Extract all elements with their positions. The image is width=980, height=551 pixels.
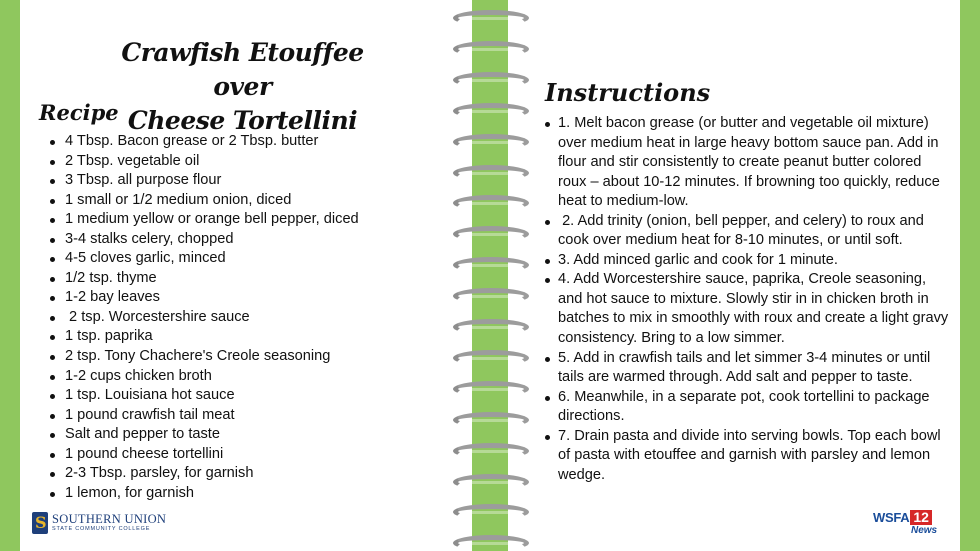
spiral-binding-ring-icon bbox=[453, 412, 529, 428]
recipe-title-line-1: Crawfish Etouffee over bbox=[121, 38, 364, 101]
wsfa-news-label: News bbox=[911, 525, 938, 536]
spiral-binding-ring-icon bbox=[453, 103, 529, 119]
wsfa-letters: WSFA bbox=[873, 510, 910, 525]
spiral-binding-ring-icon bbox=[453, 41, 529, 57]
ingredient-item: 2-3 Tbsp. parsley, for garnish bbox=[48, 464, 458, 484]
instruction-step: 4. Add Worcestershire sauce, paprika, Creole seasoning, and hot sauce to mixture. Slowly stir in in chicken broth in batches to mix in smoothly with roux and create a light gravy consistency. Bring to a low simmer. bbox=[543, 270, 953, 348]
instruction-step: 1. Melt bacon grease (or butter and vegetable oil mixture) over medium heat in large heavy bottom sauce pan. Add in flour and stir consistently to create peanut butter colored roux – about 10-12 minutes. If browning too quickly, reduce heat to medium-low. bbox=[543, 114, 953, 212]
spiral-binding-ring-icon bbox=[453, 443, 529, 459]
instruction-step: 7. Drain pasta and divide into serving bowls. Top each bowl of pasta with etouffee and garnish with parsley and lemon wedge. bbox=[543, 427, 953, 486]
ingredient-item: 1/2 tsp. thyme bbox=[48, 269, 458, 289]
ingredients-list bbox=[48, 132, 458, 503]
ingredient-item: 1 medium yellow or orange bell pepper, diced bbox=[48, 210, 458, 230]
ingredient-item: 2 tsp. Worcestershire sauce bbox=[48, 308, 458, 328]
spiral-binding-ring-icon bbox=[453, 288, 529, 304]
ingredient-item: 1 tsp. Louisiana hot sauce bbox=[48, 386, 458, 406]
southern-union-subtitle: STATE COMMUNITY COLLEGE bbox=[52, 526, 151, 532]
spiral-binding-ring-icon bbox=[453, 474, 529, 490]
ingredient-item: 1-2 bay leaves bbox=[48, 288, 458, 308]
instructions-list bbox=[543, 114, 953, 485]
ingredient-item: 4 Tbsp. Bacon grease or 2 Tbsp. butter bbox=[48, 132, 458, 152]
ingredient-item: 2 Tbsp. vegetable oil bbox=[48, 152, 458, 172]
ingredient-item: 3-4 stalks celery, chopped bbox=[48, 230, 458, 250]
spiral-binding-ring-icon bbox=[453, 350, 529, 366]
spiral-binding-ring-icon bbox=[453, 381, 529, 397]
instruction-step: 2. Add trinity (onion, bell pepper, and celery) to roux and cook over medium heat for 8-10 minutes, or until soft. bbox=[543, 212, 953, 251]
southern-union-emblem-icon bbox=[32, 512, 48, 534]
instructions-heading: Instructions bbox=[545, 78, 711, 107]
ingredient-item: 1 pound crawfish tail meat bbox=[48, 406, 458, 426]
ingredient-item: 1 lemon, for garnish bbox=[48, 484, 458, 504]
ingredient-item: 1-2 cups chicken broth bbox=[48, 367, 458, 387]
ingredient-item: 2 tsp. Tony Chachere's Creole seasoning bbox=[48, 347, 458, 367]
southern-union-logo bbox=[32, 512, 166, 534]
instruction-step: 3. Add minced garlic and cook for 1 minute. bbox=[543, 251, 953, 271]
wsfa-number: 12 bbox=[910, 510, 932, 525]
instruction-step: 5. Add in crawfish tails and let simmer 3-4 minutes or until tails are warmed through. Add salt and pepper to taste. bbox=[543, 349, 953, 388]
wsfa-12-news-logo-icon bbox=[873, 510, 948, 540]
recipe-heading: Recipe bbox=[39, 100, 119, 125]
spiral-binding-ring-icon bbox=[453, 72, 529, 88]
instruction-step: 6. Meanwhile, in a separate pot, cook tortellini to package directions. bbox=[543, 388, 953, 427]
spiral-binding-ring-icon bbox=[453, 165, 529, 181]
ingredient-item: 4-5 cloves garlic, minced bbox=[48, 249, 458, 269]
ingredient-item: 1 small or 1/2 medium onion, diced bbox=[48, 191, 458, 211]
spiral-binding-ring-icon bbox=[453, 319, 529, 335]
ingredient-item: 1 pound cheese tortellini bbox=[48, 445, 458, 465]
ingredient-item: 3 Tbsp. all purpose flour bbox=[48, 171, 458, 191]
spiral-binding-ring-icon bbox=[453, 535, 529, 551]
ingredient-item: Salt and pepper to taste bbox=[48, 425, 458, 445]
spiral-binding-ring-icon bbox=[453, 10, 529, 26]
southern-union-name: SOUTHERN UNION bbox=[52, 512, 167, 526]
recipe-title bbox=[100, 36, 385, 138]
ingredient-item: 1 tsp. paprika bbox=[48, 327, 458, 347]
spiral-binding-ring-icon bbox=[453, 134, 529, 150]
recipe-title-line-2: Cheese Tortellini bbox=[127, 106, 358, 135]
